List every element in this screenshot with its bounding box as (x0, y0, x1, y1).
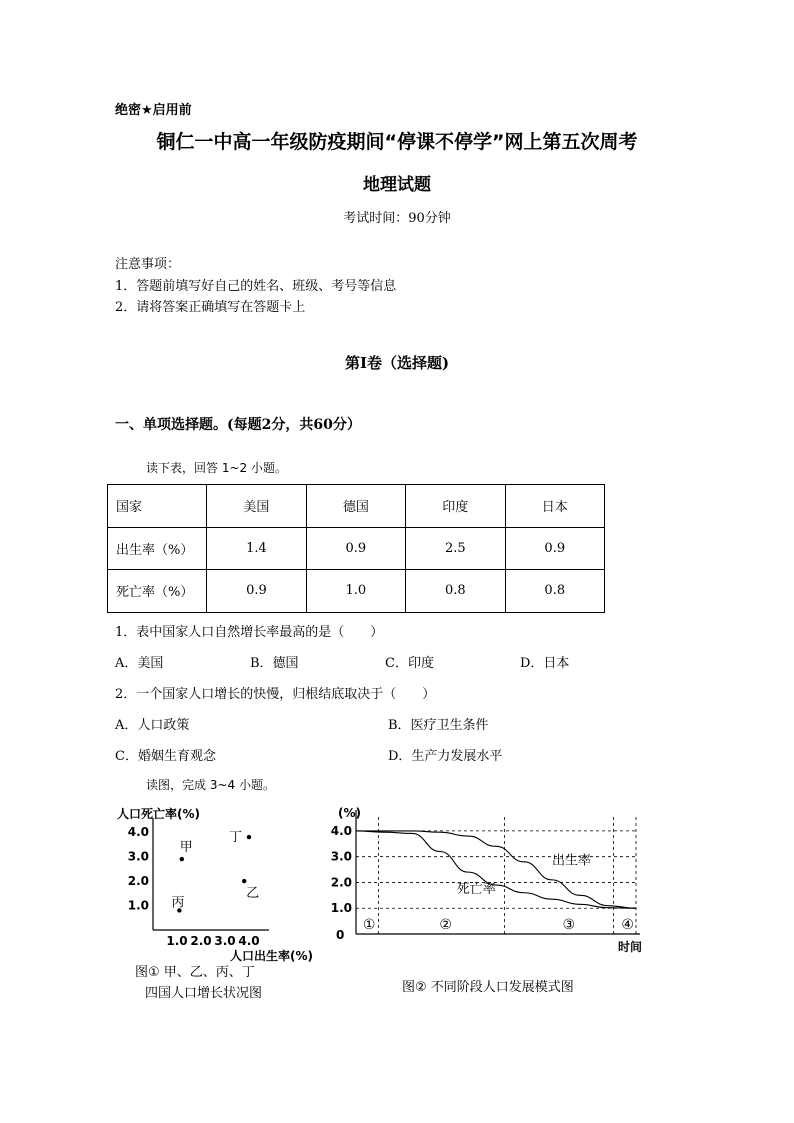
table-header-cell: 美国 (207, 485, 306, 528)
question-2-option-c[interactable]: C．婚姻生育观念 (115, 749, 216, 764)
figure-2-caption: 图② 不同阶段人口发展模式图 (402, 980, 574, 995)
figure-2-y-tick-label: 4.0 (330, 823, 352, 838)
figure-1-x-tick-label: 2.0 (190, 934, 212, 948)
part-title: 第I卷（选择题) (344, 354, 450, 372)
table-cell: 0.8 (406, 570, 505, 613)
table-header-cell: 日本 (505, 485, 604, 528)
figure-1-scatter (105, 800, 335, 1010)
notes-item: 2．请将答案正确填写在答题卡上 (115, 300, 306, 315)
figure-1-x-tick-label: 4.0 (238, 934, 260, 948)
exam-title: 铜仁一中高一年级防疫期间“停课不停学”网上第五次周考 (156, 131, 638, 153)
table-header-cell: 德国 (306, 485, 405, 528)
figure-2-stage-label: ④ (621, 917, 634, 933)
table-cell: 0.9 (306, 527, 405, 570)
figure-2-series-line (356, 831, 636, 908)
table-row-label: 出生率（%） (108, 527, 207, 570)
notes (115, 254, 396, 319)
table-header-cell: 印度 (406, 485, 505, 528)
figure-2-y-tick-label: 2.0 (330, 875, 352, 890)
figure-1-caption-line: 四国人口增长状况图 (145, 986, 263, 1001)
notes-item: 1．答题前填写好自己的姓名、班级、考号等信息 (115, 278, 397, 294)
figure-1-xlabel: 人口出生率(%) (230, 949, 313, 963)
table-row (108, 570, 605, 613)
question-1-stem: 1．表中国家人口自然增长率最高的是（ ） (115, 625, 384, 640)
notes-heading: 注意事项： (115, 257, 181, 272)
figure-2-y-tick-label: 3.0 (330, 849, 352, 864)
figure-2-stage-label: ② (439, 917, 452, 933)
figure-2-ylabel: (%) (338, 806, 361, 820)
table-row-label: 死亡率（%） (108, 570, 207, 613)
table-cell: 2.5 (406, 527, 505, 570)
table-cell: 0.9 (505, 527, 604, 570)
figure-1-point-label: 丙 (171, 895, 185, 911)
table-cell: 1.4 (207, 527, 306, 570)
figure-1-point-label: 丁 (229, 830, 243, 846)
figure-2-series-label: 死亡率 (456, 881, 496, 897)
question-1-option-c[interactable]: C．印度 (385, 656, 434, 671)
figure-1-point (247, 835, 251, 839)
table-cell: 0.9 (207, 570, 306, 613)
figure-1-caption-line: 图① 甲、乙、丙、丁 (135, 965, 255, 980)
question-1-option-a[interactable]: A．美国 (115, 656, 164, 671)
figure-2-line (330, 800, 660, 1000)
figure-1-y-tick-label: 3.0 (127, 849, 149, 864)
figure-2-origin-label: 0 (336, 928, 345, 942)
exam-subject: 地理试题 (363, 175, 431, 195)
question-1-option-d[interactable]: D．日本 (520, 656, 570, 671)
figure-1-y-tick-label: 2.0 (127, 874, 149, 889)
figure-1-point (180, 857, 184, 861)
figure-1-point-label: 甲 (179, 840, 193, 856)
exam-time: 考试时间：90分钟 (343, 211, 451, 226)
table-row (108, 527, 605, 570)
table-header-row (108, 485, 605, 528)
figure-1-y-tick-label: 4.0 (127, 825, 149, 840)
population-table (107, 484, 605, 613)
figure-1-x-tick-label: 3.0 (214, 934, 236, 948)
figure-2-series-line (356, 831, 636, 908)
section-title: 一、单项选择题。(每题2分，共60分） (115, 417, 361, 433)
question-2-option-d[interactable]: D．生产力发展水平 (388, 749, 503, 764)
secret-mark: 绝密★启用前 (115, 103, 192, 118)
figure-2-y-tick-label: 1.0 (330, 901, 352, 916)
question-2-option-a[interactable]: A．人口政策 (115, 718, 190, 733)
table-cell: 0.8 (505, 570, 604, 613)
figure-1-x-tick-label: 1.0 (166, 934, 188, 948)
figure-1-y-tick-label: 1.0 (127, 898, 149, 913)
figure-1-point (242, 879, 246, 883)
question-2-stem: 2．一个国家人口增长的快慢，归根结底取决于（ ） (115, 687, 436, 702)
figure-2-stage-label: ① (362, 917, 376, 933)
figure-2-series-label: 出生率 (552, 853, 592, 869)
table-cell: 1.0 (306, 570, 405, 613)
figure-1-point-label: 乙 (246, 886, 260, 902)
question-1-option-b[interactable]: B．德国 (250, 656, 299, 671)
figure-2-xlabel: 时间 (618, 940, 643, 954)
table-header-cell: 国家 (108, 485, 207, 528)
figure-1-ylabel: 人口死亡率(%) (117, 807, 200, 821)
intro-1: 读下表，回答 1~2 小题。 (146, 461, 287, 475)
intro-2: 读图，完成 3~4 小题。 (146, 778, 275, 792)
figure-2-stage-label: ③ (562, 917, 576, 933)
question-2-option-b[interactable]: B．医疗卫生条件 (388, 718, 489, 733)
